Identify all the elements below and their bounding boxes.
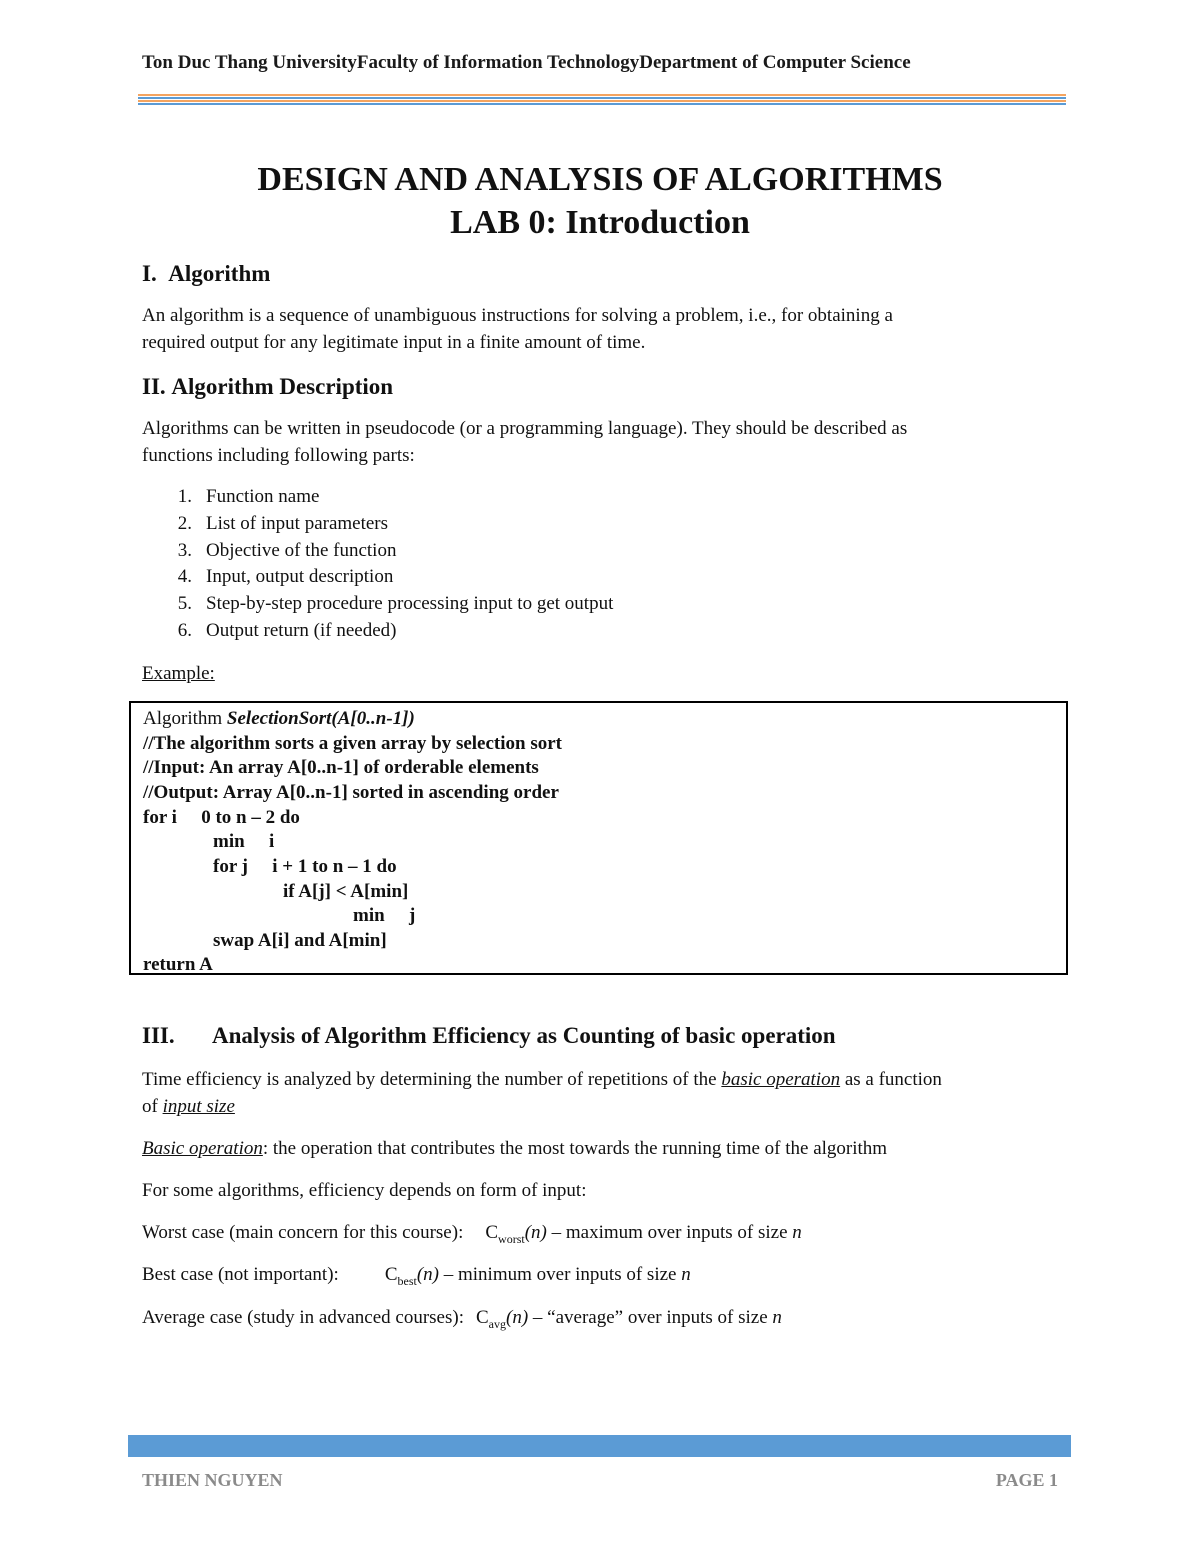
paragraph: Basic operation: the operation that contributes the most towards the running time of the algorithm (142, 1138, 888, 1159)
code-line: if A[j] < A[min] (283, 881, 409, 902)
input-size-term: input size (162, 1096, 235, 1117)
document-subtitle: LAB 0: Introduction (450, 204, 750, 241)
footer-bar (128, 1435, 1071, 1457)
list-item: 6. Output return (if needed) (177, 619, 397, 641)
code-line: swap A[i] and A[min] (213, 930, 387, 951)
list-item: 3. Objective of the function (177, 539, 397, 561)
list-item: 4. Input, output description (177, 566, 394, 588)
basic-operation-term: basic operation (721, 1069, 841, 1090)
best-case-line: Best case (not important): $C_{best}(n)$ – minimum over inputs of size n (142, 1264, 691, 1288)
code-line: Algorithm SelectionSort(A[0..n-1]) (143, 708, 415, 729)
code-line: min   i (213, 831, 275, 852)
code-line: for i   0 to n – 2 do (143, 807, 300, 828)
example-label: Example: (142, 663, 215, 684)
section-number: III. (142, 1023, 175, 1048)
worst-case-line: Worst case (main concern for this course): $C_{worst}(n)$ – maximum over inputs of size n (142, 1222, 802, 1246)
paragraph: required output for any legitimate input in a finite amount of time. (142, 332, 646, 353)
section-heading-analysis (142, 1023, 836, 1049)
code-line: min   j (353, 905, 416, 926)
section-heading-description (142, 374, 393, 400)
average-case-line: Average case (study in advanced courses): $C_{avg}(n)$ – “average” over inputs of size n (142, 1307, 782, 1331)
page-number: PAGE 1 (995, 1470, 1058, 1490)
section-title: Analysis of Algorithm Efficiency as Counting of basic operation (212, 1023, 836, 1048)
code-line: //Output: Array A[0..n-1] sorted in ascending order (143, 782, 559, 803)
basic-operation-term: Basic operation (142, 1138, 263, 1159)
footer-author: THIEN NGUYEN (142, 1470, 283, 1490)
code-line: return A (143, 954, 213, 975)
section-number: II. (142, 374, 166, 399)
section-number: I. (142, 261, 157, 286)
paragraph: For some algorithms, efficiency depends on form of input: (142, 1180, 587, 1201)
section-title: Algorithm (168, 261, 271, 286)
code-line: //The algorithm sorts a given array by selection sort (143, 733, 563, 754)
paragraph: of input size (142, 1096, 235, 1117)
header-rule (138, 94, 1066, 96)
section-title: Algorithm Description (171, 374, 394, 399)
paragraph: functions including following parts: (142, 445, 415, 466)
page-header: Ton Duc Thang UniversityFaculty of Information TechnologyDepartment of Computer Science (142, 52, 911, 73)
code-line: for j   i + 1 to n – 1 do (213, 856, 397, 877)
list-item: 2. List of input parameters (177, 512, 389, 534)
pseudocode-box (129, 701, 1068, 975)
header-rule (138, 97, 1066, 99)
paragraph: An algorithm is a sequence of unambiguous instructions for solving a problem, i.e., for obtaining a (142, 305, 893, 326)
parts-list (142, 484, 613, 645)
document-title: DESIGN AND ANALYSIS OF ALGORITHMS (257, 161, 943, 198)
section-heading-algorithm (142, 261, 270, 287)
paragraph: Algorithms can be written in pseudocode (or a programming language). They should be described as (142, 418, 908, 439)
header-rule (138, 103, 1066, 105)
list-item: 1. Function name (177, 486, 320, 507)
list-item: 5. Step-by-step procedure processing input to get output (177, 593, 614, 615)
code-line: //Input: An array A[0..n-1] of orderable elements (143, 757, 539, 778)
header-rule (138, 100, 1066, 102)
paragraph: Time efficiency is analyzed by determining the number of repetitions of the basic operation as a function (142, 1069, 942, 1090)
function-name: SelectionSort(A[0..n-1]) (226, 708, 415, 729)
